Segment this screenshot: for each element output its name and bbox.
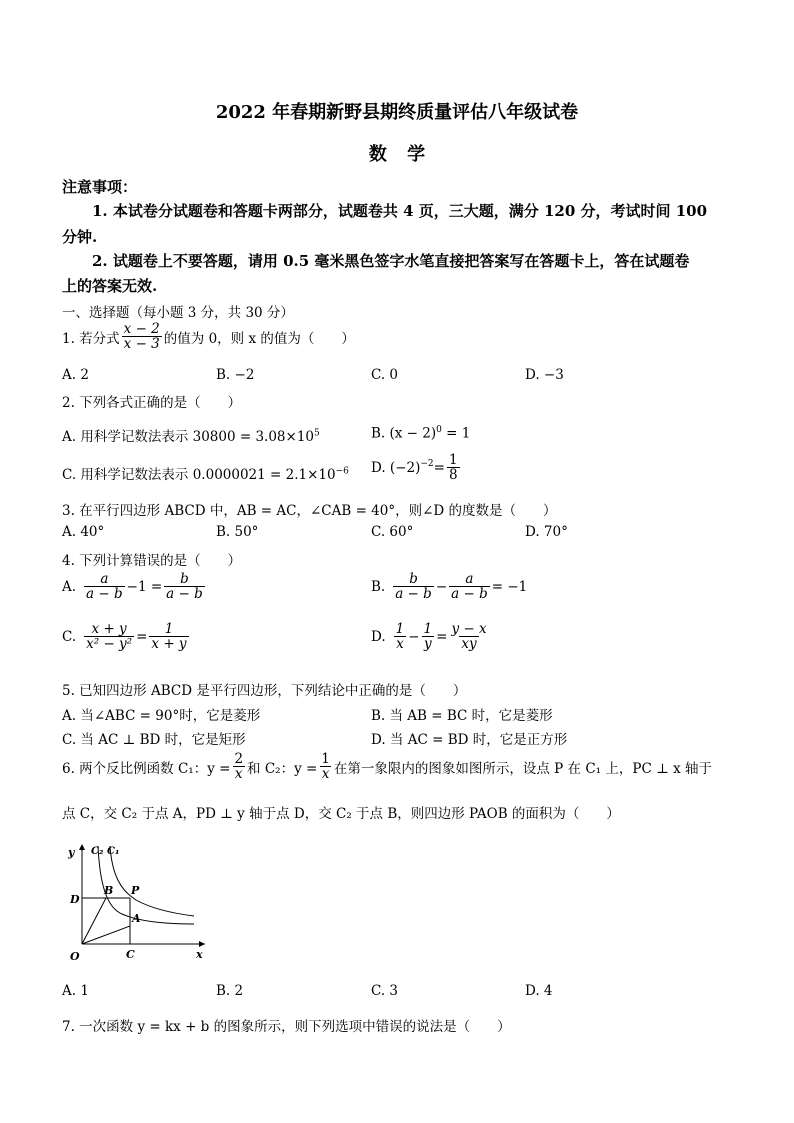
q4-a-mid: −1 =	[126, 578, 163, 595]
q4-d-label: D.	[371, 628, 386, 645]
label-c2: C₂	[91, 846, 104, 857]
q4-c-f1-den: x² − y²	[86, 636, 133, 653]
q2-option-a-text: A. 用科学记数法表示 30800 = 3.08×10	[62, 429, 315, 445]
q4-option-b	[371, 572, 527, 601]
q6-f2-den: x	[321, 766, 330, 783]
q6-frac-1	[232, 752, 245, 781]
q4-d-eq: =	[436, 628, 448, 645]
question-7: 7. 一次函数 y = kx + b 的图象所示，则下列选项中错误的说法是（ ）	[62, 1019, 511, 1035]
segment-ob	[82, 898, 106, 944]
q2-option-d-exp: −2	[420, 459, 434, 469]
notice-heading: 注意事项：	[62, 178, 138, 196]
q2-option-a	[62, 425, 320, 445]
label-o: O	[70, 950, 80, 963]
label-x: x	[196, 948, 203, 961]
q2-d-num: 1	[448, 452, 458, 468]
q4-a-f1-den: a − b	[86, 586, 123, 603]
q5-option-a: A. 当∠ABC = 90°时，它是菱形	[62, 708, 261, 724]
q4-c-label: C.	[62, 628, 77, 645]
q4-c-frac-1	[84, 622, 134, 651]
q4-d-f3-num: y − x	[451, 621, 487, 637]
q4-option-d	[371, 622, 491, 651]
q2-option-d-text: D. (−2)	[371, 459, 421, 476]
q4-b-f1-num: b	[409, 571, 418, 587]
q4-b-frac-2	[449, 572, 490, 601]
q6-f2-num: 1	[321, 751, 330, 767]
label-c: C	[126, 948, 135, 961]
q4-d-frac-1	[394, 622, 407, 651]
q2-option-d	[371, 453, 462, 482]
q3-option-a: A. 40°	[62, 524, 105, 540]
q4-a-frac-2	[164, 572, 205, 601]
q6-option-b: B. 2	[216, 983, 244, 999]
q2-option-b-exp: 0	[436, 425, 442, 435]
q2-option-d-eq: =	[433, 459, 445, 476]
q6-option-d: D. 4	[525, 983, 553, 999]
q4-d-f1-den: x	[396, 636, 404, 653]
q4-c-f1-num: x + y	[91, 621, 127, 637]
q6-f1-den: x	[234, 766, 243, 783]
q4-b-mid: −	[435, 578, 448, 595]
question-2: 2. 下列各式正确的是（ ）	[62, 395, 242, 411]
q4-d-f3-den: xy	[461, 636, 477, 653]
q2-option-b	[371, 425, 470, 442]
question-6	[62, 752, 712, 781]
q2-d-den: 8	[448, 467, 458, 484]
q4-d-frac-2	[422, 622, 435, 651]
q1-post: 的值为 0，则 x 的值为（ ）	[163, 330, 355, 347]
q6-option-a: A. 1	[62, 983, 89, 999]
label-a: A	[132, 912, 141, 925]
q1-option-c: C. 0	[371, 367, 399, 383]
q4-d-f2-den: y	[424, 636, 432, 653]
q4-b-f2-num: a	[465, 571, 474, 587]
q2-option-c	[62, 463, 349, 483]
q2-option-b-tail: = 1	[441, 425, 471, 442]
q6-option-c: C. 3	[371, 983, 399, 999]
q4-c-f2-num: 1	[164, 621, 174, 637]
q1-option-d: D. −3	[525, 367, 564, 383]
q4-d-frac-3	[449, 622, 488, 651]
q5-option-d: D. 当 AC = BD 时，它是正方形	[371, 732, 568, 748]
q4-b-tail: = −1	[491, 578, 528, 595]
section-heading: 一、选择题（每小题 3 分，共 30 分）	[62, 305, 294, 321]
q2-option-c-exp: −6	[335, 466, 349, 477]
subject-title: 数 学	[368, 144, 426, 165]
q4-b-f1-den: a − b	[395, 586, 432, 603]
question-1	[62, 322, 355, 351]
q1-fraction	[122, 322, 162, 351]
notice-item-2-line-2: 上的答案无效.	[62, 277, 158, 295]
q2-option-b-text: B. (x − 2)	[371, 425, 437, 442]
q4-d-mid: −	[408, 628, 420, 645]
question-4: 4. 下列计算错误的是（ ）	[62, 553, 242, 569]
q4-c-frac-2	[149, 622, 188, 651]
q4-c-mid: =	[136, 628, 148, 645]
q4-b-f2-den: a − b	[451, 586, 488, 603]
segment-oa	[82, 926, 130, 944]
q4-a-f2-den: a − b	[166, 586, 203, 603]
q4-c-f2-den: x + y	[151, 636, 187, 653]
q2-option-c-text: C. 用科学记数法表示 0.0000021 = 2.1×10	[62, 467, 336, 483]
label-b: B	[104, 884, 114, 897]
q1-option-a: A. 2	[62, 367, 89, 383]
q6-figure	[60, 838, 210, 968]
q1-numerator: x − 2	[123, 321, 160, 337]
label-p: P	[131, 884, 140, 897]
q4-a-f1-num: a	[100, 571, 109, 587]
q5-option-b: B. 当 AB = BC 时，它是菱形	[371, 708, 553, 724]
notice-item-1-line-2: 分钟.	[62, 228, 98, 246]
curve-c1	[110, 846, 194, 916]
q4-d-f1-num: 1	[395, 621, 405, 637]
q3-option-d: D. 70°	[525, 524, 568, 540]
q6-f1-num: 2	[234, 751, 244, 767]
notice-item-1-line-1: 1. 本试卷分试题卷和答题卡两部分，试题卷共 4 页，三大题，满分 120 分，考试时间 100	[92, 202, 708, 220]
q4-a-frac-1	[84, 572, 125, 601]
y-axis-arrow	[79, 844, 85, 850]
q4-b-label: B.	[371, 578, 386, 595]
question-6-line-2: 点 C，交 C₂ 于点 A，PD ⊥ y 轴于点 D，交 C₂ 于点 B，则四边形 PAOB 的面积为（ ）	[62, 806, 620, 822]
question-3: 3. 在平行四边形 ABCD 中，AB = AC，∠CAB = 40°，则∠D 的度数是（ ）	[62, 503, 557, 519]
question-5: 5. 已知四边形 ABCD 是平行四边形，下列结论中正确的是（ ）	[62, 683, 467, 699]
notice-item-2-line-1: 2. 试题卷上不要答题，请用 0.5 毫米黑色签字水笔直接把答案写在答题卡上，答在试题卷	[92, 252, 690, 270]
q4-b-frac-1	[393, 572, 434, 601]
q1-option-b: B. −2	[216, 367, 255, 383]
q6-post: 在第一象限内的图象如图所示，设点 P 在 C₁ 上，PC ⊥ x 轴于	[333, 760, 712, 777]
q4-a-f2-num: b	[180, 571, 189, 587]
q3-option-b: B. 50°	[216, 524, 259, 540]
q4-d-f2-num: 1	[423, 621, 433, 637]
q6-pre: 6. 两个反比例函数 C₁：y =	[62, 760, 231, 777]
q5-option-c: C. 当 AC ⊥ BD 时，它是矩形	[62, 732, 246, 748]
q4-a-label: A.	[62, 578, 77, 595]
q1-pre: 1. 若分式	[62, 330, 120, 347]
label-d: D	[70, 893, 80, 906]
q1-denominator: x − 3	[123, 336, 160, 353]
q4-option-a	[62, 572, 207, 601]
q6-frac-2	[319, 752, 332, 781]
q2-option-d-fraction	[447, 453, 460, 482]
q3-option-c: C. 60°	[371, 524, 414, 540]
label-y: y	[68, 846, 75, 859]
q6-mid: 和 C₂：y =	[247, 760, 318, 777]
exam-title: 2022 年春期新野县期终质量评估八年级试卷	[215, 102, 579, 123]
q2-option-a-exp: 5	[314, 428, 320, 439]
x-axis-arrow	[199, 941, 205, 947]
q4-option-c	[62, 622, 191, 651]
label-c1: C₁	[107, 846, 120, 857]
